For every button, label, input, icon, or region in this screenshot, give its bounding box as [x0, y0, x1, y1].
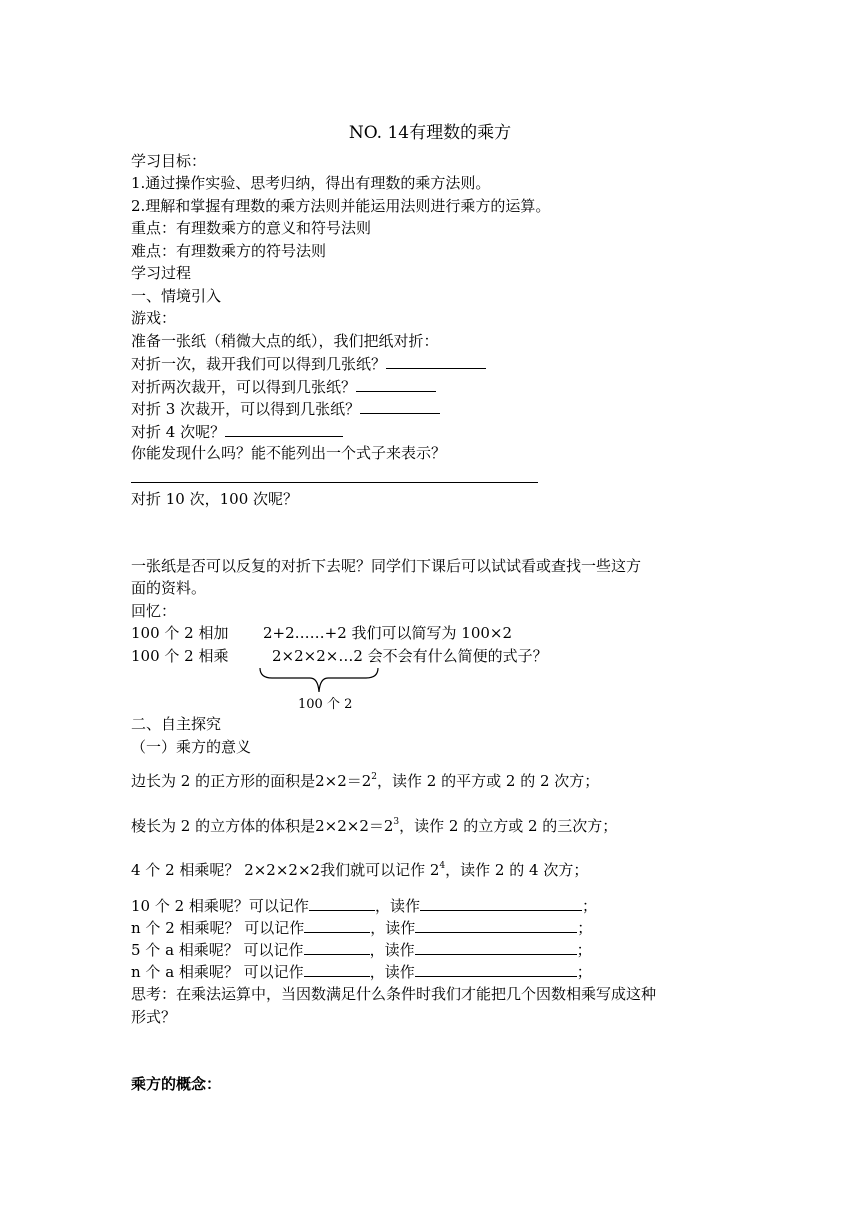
- square-suffix: ，读作 2 的平方或 2 的 2 次方；: [377, 772, 600, 790]
- notation-blank[interactable]: [309, 894, 375, 911]
- reading-blank[interactable]: [415, 938, 577, 955]
- question-1-text: 对折一次，裁开我们可以得到几张纸？: [131, 355, 387, 373]
- section1-heading: 一、情境引入: [131, 287, 222, 305]
- fill-row-mid: ，读作: [369, 963, 415, 981]
- fill-row-prefix: 5 个 a 相乘呢？ 可以记作: [131, 941, 304, 959]
- answer-blank-1[interactable]: [386, 352, 486, 369]
- fill-row-end: ；: [576, 963, 592, 981]
- notation-blank[interactable]: [304, 960, 370, 977]
- objectives-heading: 学习目标：: [131, 152, 207, 170]
- question-3: [131, 397, 440, 419]
- process-heading: 学习过程: [131, 264, 192, 282]
- question-4-text: 对折 4 次呢？: [131, 423, 226, 441]
- fourth-mid: 我们就可以记作: [320, 861, 426, 879]
- fourth-power-line: [131, 859, 588, 881]
- fill-row-mid: ，读作: [369, 941, 415, 959]
- underbrace-icon: [258, 666, 380, 698]
- mul-label: 100 个 2 相乘: [131, 647, 229, 665]
- fill-row-end: ；: [576, 941, 592, 959]
- think-line-2: 形式？: [131, 1008, 177, 1026]
- fourth-expression: 2×2×2×2: [244, 861, 321, 879]
- cube-suffix: ，读作 2 的立方或 2 的三次方；: [399, 817, 618, 835]
- objective-1: 1.通过操作实验、思考归纳，得出有理数的乘方法则。: [131, 174, 491, 192]
- fill-row-end: ；: [577, 919, 593, 937]
- cube-expression: $2\times 2\times 2=2^3$: [315, 817, 400, 835]
- difficulty: 难点：有理数乘方的符号法则: [131, 242, 327, 260]
- reading-blank[interactable]: [415, 916, 577, 933]
- brace-label: 100 个 2: [298, 697, 353, 712]
- think-line-1: 思考：在乘法运算中，当因数满足什么条件时我们才能把几个因数相乘写成这种: [131, 985, 657, 1003]
- fill-row: [131, 894, 597, 916]
- objective-2: 2.理解和掌握有理数的乘方法则并能运用法则进行乘方的运算。: [131, 197, 551, 215]
- cube-prefix: 棱长为 2 的立方体的体积是: [131, 817, 316, 835]
- recall-label: 回忆：: [131, 602, 177, 620]
- square-expression: $2\times 2=2^2$: [315, 772, 378, 790]
- fill-row-mid: ，读作: [374, 897, 420, 915]
- page-title: NO. 14有理数的乘方: [348, 123, 512, 143]
- square-line: [131, 770, 599, 792]
- answer-line-5[interactable]: [131, 482, 538, 483]
- answer-blank-3[interactable]: [360, 397, 440, 414]
- mul-expression: 2×2×2×…2 会不会有什么简便的式子？: [272, 647, 548, 665]
- question-1: [131, 352, 486, 374]
- question-2-text: 对折两次裁开，可以得到几张纸？: [131, 378, 357, 396]
- add-label: 100 个 2 相加: [131, 624, 229, 642]
- prepare-text: 准备一张纸（稍微大点的纸），我们把纸对折：: [131, 332, 439, 350]
- fill-row-end: ；: [581, 897, 597, 915]
- key-point: 重点：有理数乘方的意义和符号法则: [131, 219, 372, 237]
- square-prefix: 边长为 2 的正方形的面积是: [131, 772, 316, 790]
- answer-blank-4[interactable]: [225, 420, 343, 437]
- subsection-heading: （一）乘方的意义: [131, 738, 252, 756]
- fourth-power: $2^4$: [429, 861, 446, 879]
- game-label: 游戏：: [131, 309, 177, 327]
- question-3-text: 对折 3 次裁开，可以得到几张纸？: [131, 400, 361, 418]
- fill-row: [131, 938, 592, 960]
- concept-heading: 乘方的概念：: [131, 1075, 222, 1093]
- section2-heading: 二、自主探究: [131, 715, 222, 733]
- cube-line: [131, 815, 617, 837]
- question-4: [131, 420, 343, 442]
- notation-blank[interactable]: [304, 938, 370, 955]
- reading-blank[interactable]: [420, 894, 582, 911]
- fill-row-prefix: n 个 a 相乘呢？ 可以记作: [131, 963, 304, 981]
- reading-blank[interactable]: [415, 960, 577, 977]
- question-5: 你能发现什么吗？能不能列出一个式子来表示？: [131, 444, 447, 462]
- add-expression: 2+2……+2 我们可以简写为 100×2: [263, 624, 513, 642]
- para-line-2: 面的资料。: [131, 579, 207, 597]
- answer-blank-2[interactable]: [356, 375, 436, 392]
- fill-row: [131, 960, 592, 982]
- para-line-1: 一张纸是否可以反复的对折下去呢？同学们下课后可以试试看或查找一些这方: [131, 557, 642, 575]
- fill-row-mid: ，读作: [370, 919, 416, 937]
- notation-blank[interactable]: [304, 916, 370, 933]
- fourth-prefix: 4 个 2 相乘呢？: [131, 861, 240, 879]
- question-2: [131, 375, 436, 397]
- fill-row-prefix: 10 个 2 相乘呢？可以记作: [131, 897, 309, 915]
- question-6: 对折 10 次，100 次呢？: [131, 490, 299, 508]
- fourth-suffix: ，读作 2 的 4 次方；: [445, 861, 589, 879]
- fill-row: [131, 916, 592, 938]
- fill-row-prefix: n 个 2 相乘呢？ 可以记作: [131, 919, 305, 937]
